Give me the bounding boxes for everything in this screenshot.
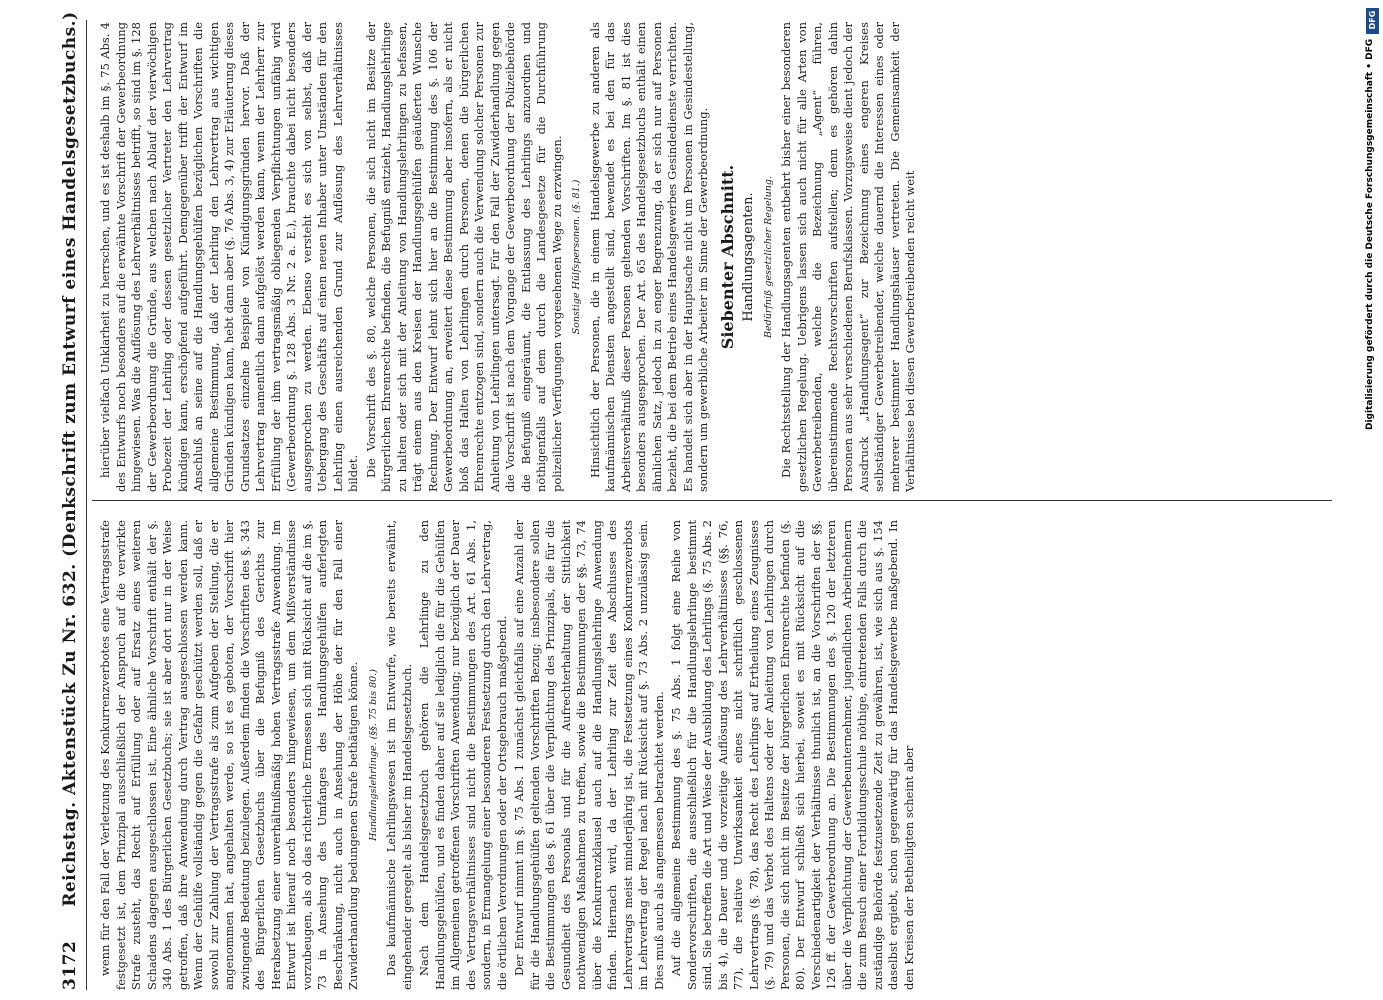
subheading: Handlungslehrlinge. (§§. 75 bis 80.) [367,669,379,841]
dfg-logo-icon: DFG [1366,8,1379,34]
running-header [60,11,80,990]
subheading: Sonstige Hülfspersonen. (§. 81.) [571,179,582,335]
paragraph: wenn für den Fall der Verletzung des Konkurrenzverbotes eine Vertragsstrafe festgesetzt ist, dem Prinzipal ausschließlich der Anspruch auf die verwirkte Strafe zusteht, das Recht auf Erfüllung oder auf Ersatz eines weiteren Schadens dagegen ausgeschlossen ist. Eine ähnliche Vorschrift enthält der §. 340 Abs. 1 des Bürgerlichen Gesetzbuchs; sie ist aber dort nur in der Weise getroffen, daß ihre Anwendung durch Vertrag ausgeschlossen werden kann. Wenn der Gehülfe vollständig gegen die Gefahr geschützt werden soll, daß er sowohl zur Zahlung der Vertragsstrafe als zum Aufgeben der Stellung, die er angenommen hat, angehalten werde, so ist es geboten, der Vorschrift hier zwingende Bedeutung beizulegen. Außerdem finden die Vorschriften des §. 343 des Bürgerlichen Gesetzbuchs über die Befugniß des Gerichts zur Herabsetzung einer unverhältnißmäßig hohen Vertragsstrafe Anwendung. Im Entwurf ist hierauf noch besonders hingewiesen, um dem Mißverständnisse vorzubeugen, als ob das richterliche Ermessen sich mit Rücksicht auf die im §. 73 in Ansehung des Umfanges des Handlungsgehülfen auferlegten Beschränkung, nicht auch in Ansehung der Höhe der für den Fall einer Zuwiderhandlung bedungenen Strafe bethätigen könne. [98,520,360,990]
column-divider [92,500,1332,501]
digitization-credit: Digitalisierung gefördert durch die Deutsche Forschungsgemeinschaft • DFG [1365,38,1375,430]
section-heading: Siebenter Abschnitt. [717,164,737,350]
paragraph: Nach dem Handelsgesetzbuch gehören die Lehrlinge zu den Handlungsgehülfen, und es finden daher auf sie lediglich die für die Gehülfen im Allgemeinen getroffenen Vorschriften Anwendung; nur bezüglich der Dauer des Vertragsverhältnisses sind nicht die Bestimmungen des Art. 61 Abs. 1, sondern, in Ermangelung einer besonderen Festsetzung durch den Lehrvertrag, die örtlichen Verordnungen oder der Ortsgebrauch maßgebend. [417,520,509,990]
text-column-right [98,22,917,492]
text-column-left [98,520,916,990]
running-title: Reichstag. Aktenstück Zu Nr. 632. (Denkschrift zum Entwurf eines Handelsgesetzbuchs.) [60,11,80,907]
section-title: Handlungsagenten. [740,192,756,322]
paragraph: Das kaufmännische Lehrlingswesen ist im Entwurfe, wie bereits erwähnt, eingehender geregelt als bisher im Handelsgesetzbuch. [384,520,414,990]
paragraph: Der Entwurf nimmt im §. 75 Abs. 1 zunächst gleichfalls auf eine Anzahl der für die Handlungsgehülfen geltenden Vorschriften Bezug; insbesondere sollen die Bestimmungen des §. 61 über die Verpflichtung des Prinzipals, die für die Gesundheit des Personals und für die Aufrechterhaltung der Sittlichkeit nothwendigen Maßnahmen zu treffen, sowie die Bestimmungen der §§. 73, 74 über die Konkurrenzklausel auch auf die Handlungslehrlinge Anwendung finden. Hiernach wird, da der Lehrling zur Zeit des Abschlusses des Lehrvertrags meist minderjährig ist, die Festsetzung eines Konkurrenzverbots im Lehrvertrag der Regel nach mit Rücksicht auf §. 73 Abs. 2 unzulässig sein. Dies muß auch als angemessen betrachtet werden. [512,520,666,990]
header-rule [86,20,87,990]
paragraph: Hinsichtlich der Personen, die in einem Handelsgewerbe zu anderen als kaufmännischen Diensten angestellt sind, bewendet es bei den für das Arbeitsverhältniß dieser Personen geltenden Vorschriften. Im §. 81 ist dies besonders ausgesprochen. Der Art. 65 des Handelsgesetzbuchs enthält einen ähnlichen Satz, jedoch in zu enger Begrenzung, da er sich nur auf Personen bezieht, die bei dem Betrieb eines Handelsgewerbes Gesindedienste verrichten. Es handelt sich aber in der Hauptsache nicht um Personen in Gesindestellung, sondern um gewerbliche Arbeiter im Sinne der Gewerbeordnung. [587,22,710,492]
paragraph: Auf die allgemeine Bestimmung des §. 75 Abs. 1 folgt eine Reihe von Sondervorschriften, die ausschließlich für die Handlungslehrlinge bestimmt sind. Sie betreffen die Art und Weise der Ausbildung des Lehrlings (§. 75 Abs. 2 bis 4), die Dauer und die vorzeitige Auflösung des Lehrverhältnisses (§§. 76, 77), die relative Unwirksamkeit eines nicht schriftlich geschlossenen Lehrvertrags (§. 78), das Recht des Lehrlings auf Ertheilung eines Zeugnisses (§. 79) und das Verbot des Haltens oder der Anleitung von Lehrlingen durch Personen, die sich nicht im Besitze der bürgerlichen Ehrenrechte befinden (§. 80). Der Entwurf schließt sich hierbei, soweit es mit Rücksicht auf die Verschiedenartigkeit der Verhältnisse thunlich ist, an die Vorschriften der §§. 126 ff. der Gewerbeordnung an. Die Bestimmungen des §. 120 der letzteren über die Verpflichtung der Gewerbeunternehmer, jugendlichen Arbeitnehmern die zum Besuch einer Fortbildungsschule nöthige, eintretenden Falls durch die zuständige Behörde festzusetzende Zeit zu gewähren, ist, wie sich aus §. 154 daselbst ergiebt, schon gegenwärtig für das Handelsgewerbe maßgebend. In den Kreisen der Betheiligten scheint aber [669,520,916,990]
subheading: Bedürfniß gesetzlicher Regelung. [762,176,774,338]
paragraph: hierüber vielfach Unklarheit zu herrschen, und es ist deshalb im §. 75 Abs. 4 des Entwurfs noch besonders auf die erwähnte Vorschrift der Gewerbeordnung hingewiesen. Was die Auflösung des Lehrverhältnisses betrifft, so sind im §. 128 der Gewerbeordnung die Gründe, aus welchen nach Ablauf der vierwöchigen Probezeit der Lehrling oder dessen gesetzlicher Vertreter den Lehrvertrag kündigen kann, erschöpfend aufgeführt. Demgegenüber trifft der Entwurf im Anschluß an seine auf die Handlungsgehülfen bezüglichen Vorschriften die allgemeine Bestimmung, daß der Lehrling den Lehrvertrag aus wichtigen Gründen kündigen kann, hebt dann aber (§. 76 Abs. 3, 4) zur Erläuterung dieses Grundsatzes einzelne Beispiele von Kündigungsgründen hervor. Daß der Lehrvertrag namentlich dann aufgelöst werden kann, wenn der Lehrherr zur Erfüllung der ihm vertragsmäßig obliegenden Verpflichtungen unfähig wird (Gewerbeordnung §. 128 Abs. 3 Nr. 2 a. E.), brauchte dabei nicht besonders ausgesprochen zu werden. Ebenso versteht es sich von selbst, daß der Uebergang des Geschäfts auf einen neuen Inhaber unter Umständen für den Lehrling einen ausreichenden Grund zur Auflösung des Lehrverhältnisses bildet. [98,22,360,492]
paragraph: Die Rechtsstellung der Handlungsagenten entbehrt bisher einer besonderen gesetzlichen Regelung. Uebrigens lassen sich auch nicht für alle Arten von Gewerbetreibenden, welche die Bezeichnung „Agent“ führen, übereinstimmende Rechtsvorschriften aufstellen; denn es gehören dahin Personen aus sehr verschiedenen Berufsklassen. Vorzugsweise dient jedoch der Ausdruck „Handlungsagent“ zur Bezeichnung eines engeren Kreises selbständiger Gewerbetreibender, welche dauernd die Interessen eines oder mehrerer bestimmter Handlungshäuser vertreten. Die Gemeinsamkeit der Verhältnisse bei diesen Gewerbetreibenden reicht weit [779,22,917,492]
page-number: 3172 [60,940,80,990]
paragraph: Die Vorschrift des §. 80, welche Personen, die sich nicht im Besitze der bürgerlichen Ehrenrechte befinden, die Befugniß entzieht, Handlungslehrlinge zu halten oder sich mit der Anleitung von Handlungslehrlingen zu befassen, trägt einem aus den Kreisen der Handlungsgehülfen geäußerten Wunsche Rechnung. Der Entwurf lehnt sich hier an die Bestimmung des §. 106 der Gewerbeordnung an, erweitert diese Bestimmung aber insofern, als er nicht bloß das Halten von Lehrlingen durch Personen, denen die bürgerlichen Ehrenrechte entzogen sind, sondern auch die Verwendung solcher Personen zur Anleitung von Lehrlingen untersagt. Für den Fall der Zuwiderhandlung gegen die Vorschrift ist nach dem Vorgange der Gewerbeordnung der Polizeibehörde die Befugniß eingeräumt, die Entlassung des Lehrlings anzuordnen und nöthigenfalls auf dem durch die Landesgesetze für die Durchführung polizeilicher Verfügungen vorgesehenen Wege zu erzwingen. [363,22,564,492]
